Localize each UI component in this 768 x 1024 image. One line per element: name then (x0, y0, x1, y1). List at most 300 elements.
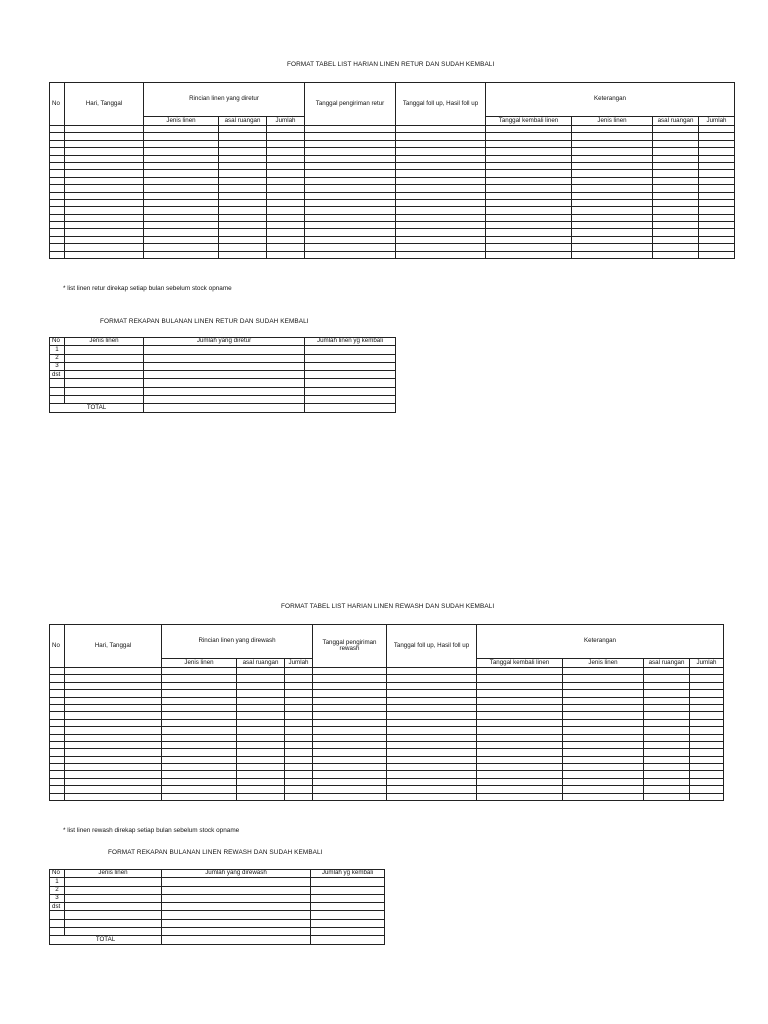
table-cell (144, 214, 219, 221)
table-row (50, 734, 724, 741)
table-cell (387, 697, 477, 704)
table-cell (387, 756, 477, 763)
table-cell (162, 793, 237, 800)
table-row (50, 199, 735, 206)
recap-retur-title: FORMAT REKAPAN BULANAN LINEN RETUR DAN SUDAH KEMBALI (100, 318, 309, 325)
table-cell (477, 764, 563, 771)
table-cell (50, 199, 65, 206)
table-cell (653, 236, 699, 243)
table-cell (219, 251, 267, 258)
table-row (50, 793, 724, 800)
table-cell (237, 675, 285, 682)
table-cell (486, 236, 572, 243)
table-cell (237, 690, 285, 697)
table-cell (267, 251, 305, 258)
table-row (50, 727, 724, 734)
sub-jenis2-header: Jenis linen (563, 659, 644, 668)
table-cell (653, 126, 699, 133)
table-cell (699, 133, 735, 140)
recap-cell (311, 911, 385, 919)
recap-cell (65, 371, 144, 379)
table-cell (285, 712, 313, 719)
table-cell (144, 140, 219, 147)
table-cell (267, 155, 305, 162)
table-cell (699, 214, 735, 221)
table-row (50, 185, 735, 192)
table-cell (563, 749, 644, 756)
table-cell (572, 185, 653, 192)
table-cell (396, 162, 486, 169)
sub-asal2-header: asal ruangan (653, 117, 699, 126)
table-cell (653, 192, 699, 199)
table-cell (644, 719, 690, 726)
table-cell (50, 229, 65, 236)
table-cell (285, 697, 313, 704)
table-cell (690, 697, 724, 704)
table-cell (267, 170, 305, 177)
table-cell (237, 668, 285, 675)
col-send-date-header: Tanggal pengiriman rewash (313, 625, 387, 668)
table-cell (690, 793, 724, 800)
table-cell (65, 199, 144, 206)
table-cell (65, 704, 162, 711)
table-cell (313, 704, 387, 711)
table-cell (285, 741, 313, 748)
recap-rewash-table (49, 869, 385, 945)
recap-col-no: No (50, 870, 65, 878)
table-cell (285, 756, 313, 763)
table-cell (563, 727, 644, 734)
table-cell (285, 668, 313, 675)
table-cell (162, 682, 237, 689)
table-cell (387, 771, 477, 778)
table-cell (162, 749, 237, 756)
table-cell (396, 251, 486, 258)
recap-cell (162, 894, 311, 902)
table-cell (699, 185, 735, 192)
table-cell (563, 668, 644, 675)
recap-row-number: 1 (50, 346, 65, 354)
recap-cell (65, 886, 162, 894)
recap-cell (50, 379, 65, 387)
table-row (50, 764, 724, 771)
table-cell (285, 771, 313, 778)
table-cell (50, 704, 65, 711)
table-cell (65, 719, 162, 726)
table-cell (144, 199, 219, 206)
table-cell (699, 126, 735, 133)
table-cell (162, 764, 237, 771)
table-cell (219, 229, 267, 236)
table-cell (653, 244, 699, 251)
table-cell (50, 771, 65, 778)
table-cell (65, 690, 162, 697)
table-cell (387, 682, 477, 689)
col-no-header: No (50, 83, 65, 126)
table-cell (644, 741, 690, 748)
table-cell (387, 727, 477, 734)
table-cell (50, 727, 65, 734)
col-followup-header: Tanggal foll up, Hasil foll up (387, 625, 477, 668)
table-cell (50, 185, 65, 192)
table-cell (653, 155, 699, 162)
table-cell (305, 236, 396, 243)
sub-asal-header: asal ruangan (219, 117, 267, 126)
recap-cell (305, 354, 396, 362)
table-cell (219, 207, 267, 214)
daily-retur-note: * list linen retur direkap setiap bulan sebelum stock opname (63, 285, 232, 292)
table-cell (219, 192, 267, 199)
table-cell (563, 741, 644, 748)
table-cell (144, 126, 219, 133)
table-cell (486, 133, 572, 140)
recap-row-number: 2 (50, 886, 65, 894)
table-cell (387, 712, 477, 719)
table-row (50, 690, 724, 697)
table-cell (653, 133, 699, 140)
recap-cell (162, 886, 311, 894)
table-cell (396, 170, 486, 177)
table-cell (285, 675, 313, 682)
table-cell (477, 704, 563, 711)
table-cell (313, 682, 387, 689)
table-cell (50, 207, 65, 214)
sub-jumlah2-header: Jumlah (690, 659, 724, 668)
daily-rewash-note: * list linen rewash direkap setiap bulan sebelum stock opname (63, 827, 240, 834)
table-cell (285, 749, 313, 756)
table-cell (572, 170, 653, 177)
table-row (50, 675, 724, 682)
table-cell (305, 185, 396, 192)
table-cell (267, 126, 305, 133)
table-cell (563, 793, 644, 800)
table-cell (50, 668, 65, 675)
table-row (50, 236, 735, 243)
table-cell (219, 133, 267, 140)
table-cell (653, 162, 699, 169)
recap-cell (144, 371, 305, 379)
table-cell (699, 229, 735, 236)
recap-row-number: dst (50, 903, 65, 911)
table-cell (644, 697, 690, 704)
table-cell (219, 185, 267, 192)
table-cell (486, 251, 572, 258)
table-row (50, 155, 735, 162)
sub-asal-header: asal ruangan (237, 659, 285, 668)
table-cell (653, 251, 699, 258)
table-cell (690, 712, 724, 719)
table-cell (690, 668, 724, 675)
recap-cell (65, 878, 162, 886)
table-cell (563, 734, 644, 741)
table-row (50, 682, 724, 689)
table-cell (50, 756, 65, 763)
recap-cell (65, 911, 162, 919)
table-cell (65, 229, 144, 236)
table-cell (572, 199, 653, 206)
recap-cell (162, 903, 311, 911)
table-cell (219, 126, 267, 133)
table-cell (237, 719, 285, 726)
table-cell (477, 786, 563, 793)
table-cell (237, 704, 285, 711)
table-cell (50, 214, 65, 221)
table-row (50, 251, 735, 258)
table-cell (313, 756, 387, 763)
table-cell (305, 177, 396, 184)
table-cell (690, 690, 724, 697)
table-cell (644, 756, 690, 763)
table-cell (396, 199, 486, 206)
table-cell (313, 675, 387, 682)
table-cell (65, 133, 144, 140)
table-cell (690, 719, 724, 726)
table-cell (690, 764, 724, 771)
table-cell (219, 140, 267, 147)
table-row (50, 741, 724, 748)
table-cell (387, 764, 477, 771)
table-row (50, 668, 724, 675)
table-cell (162, 675, 237, 682)
table-cell (477, 749, 563, 756)
table-row (50, 222, 735, 229)
table-cell (563, 704, 644, 711)
table-cell (387, 734, 477, 741)
table-cell (690, 749, 724, 756)
daily-retur-body (50, 126, 735, 259)
table-cell (219, 177, 267, 184)
table-cell (144, 229, 219, 236)
table-cell (387, 793, 477, 800)
table-row (50, 229, 735, 236)
recap-cell (144, 396, 305, 404)
table-cell (563, 756, 644, 763)
table-cell (396, 207, 486, 214)
recap-cell (144, 379, 305, 387)
table-cell (486, 229, 572, 236)
table-cell (313, 697, 387, 704)
table-cell (65, 155, 144, 162)
table-cell (50, 741, 65, 748)
table-cell (396, 148, 486, 155)
table-cell (313, 749, 387, 756)
recap-cell (305, 346, 396, 354)
table-cell (237, 727, 285, 734)
table-cell (486, 207, 572, 214)
table-cell (50, 682, 65, 689)
recap-col-jumlah: Jumlah yang direwash (162, 870, 311, 878)
group-notes-header: Keterangan (477, 625, 724, 659)
table-cell (486, 244, 572, 251)
table-cell (396, 185, 486, 192)
table-cell (644, 793, 690, 800)
table-cell (644, 704, 690, 711)
table-cell (477, 778, 563, 785)
table-cell (396, 126, 486, 133)
table-cell (313, 741, 387, 748)
table-cell (65, 126, 144, 133)
recap-cell (311, 928, 385, 936)
recap-cell (50, 911, 65, 919)
table-cell (396, 192, 486, 199)
table-cell (653, 177, 699, 184)
sub-asal2-header: asal ruangan (644, 659, 690, 668)
table-cell (144, 133, 219, 140)
table-cell (477, 771, 563, 778)
table-cell (237, 682, 285, 689)
table-cell (237, 712, 285, 719)
table-cell (65, 148, 144, 155)
daily-rewash-table (49, 624, 724, 801)
table-cell (313, 719, 387, 726)
recap-cell (65, 396, 144, 404)
table-cell (690, 756, 724, 763)
col-no-header: No (50, 625, 65, 668)
table-cell (144, 207, 219, 214)
recap-cell (50, 928, 65, 936)
table-cell (572, 251, 653, 258)
recap-col-no: No (50, 338, 65, 346)
table-cell (237, 734, 285, 741)
table-cell (690, 727, 724, 734)
table-cell (237, 771, 285, 778)
table-cell (690, 734, 724, 741)
table-cell (690, 741, 724, 748)
table-cell (50, 734, 65, 741)
table-cell (65, 741, 162, 748)
table-cell (50, 155, 65, 162)
table-cell (65, 251, 144, 258)
recap-cell (305, 387, 396, 395)
table-cell (50, 719, 65, 726)
table-cell (305, 222, 396, 229)
sub-jumlah2-header: Jumlah (699, 117, 735, 126)
table-cell (387, 741, 477, 748)
table-cell (486, 162, 572, 169)
table-cell (313, 764, 387, 771)
table-cell (396, 133, 486, 140)
recap-cell (311, 878, 385, 886)
table-cell (653, 214, 699, 221)
table-cell (313, 712, 387, 719)
table-cell (644, 690, 690, 697)
recap-cell (65, 894, 162, 902)
table-cell (572, 126, 653, 133)
table-cell (267, 244, 305, 251)
table-cell (267, 148, 305, 155)
group-detail-header: Rincian linen yang diretur (144, 83, 305, 117)
recap-cell (162, 878, 311, 886)
table-cell (50, 764, 65, 771)
recap-total-cell (311, 936, 385, 944)
table-cell (65, 162, 144, 169)
recap-total-cell (305, 404, 396, 412)
sub-jenis-header: Jenis linen (144, 117, 219, 126)
table-cell (572, 133, 653, 140)
table-cell (653, 140, 699, 147)
table-row (50, 778, 724, 785)
table-cell (162, 727, 237, 734)
recap-cell (144, 346, 305, 354)
table-cell (486, 214, 572, 221)
table-cell (313, 793, 387, 800)
table-cell (50, 236, 65, 243)
recap-cell (65, 379, 144, 387)
table-cell (50, 177, 65, 184)
recap-cell (144, 354, 305, 362)
table-cell (50, 222, 65, 229)
daily-retur-title: FORMAT TABEL LIST HARIAN LINEN RETUR DAN SUDAH KEMBALI (287, 61, 495, 68)
table-row (50, 148, 735, 155)
table-cell (387, 675, 477, 682)
table-cell (50, 690, 65, 697)
sub-jumlah-header: Jumlah (267, 117, 305, 126)
table-row (50, 719, 724, 726)
recap-cell (162, 911, 311, 919)
table-cell (563, 712, 644, 719)
table-cell (563, 786, 644, 793)
table-cell (653, 222, 699, 229)
group-detail-header: Rincian linen yang direwash (162, 625, 313, 659)
table-cell (644, 764, 690, 771)
table-cell (653, 199, 699, 206)
table-cell (699, 199, 735, 206)
table-cell (305, 162, 396, 169)
table-cell (387, 749, 477, 756)
table-cell (144, 177, 219, 184)
sub-jenis2-header: Jenis linen (572, 117, 653, 126)
table-cell (486, 185, 572, 192)
table-cell (396, 140, 486, 147)
table-cell (162, 719, 237, 726)
table-cell (162, 734, 237, 741)
table-cell (50, 793, 65, 800)
table-cell (313, 668, 387, 675)
table-cell (237, 778, 285, 785)
recap-cell (144, 362, 305, 370)
table-cell (486, 177, 572, 184)
table-cell (144, 185, 219, 192)
table-cell (144, 251, 219, 258)
table-cell (477, 741, 563, 748)
table-cell (267, 207, 305, 214)
table-cell (644, 668, 690, 675)
recap-cell (162, 928, 311, 936)
table-cell (65, 140, 144, 147)
table-cell (50, 244, 65, 251)
table-cell (305, 155, 396, 162)
recap-cell (65, 362, 144, 370)
table-cell (690, 675, 724, 682)
table-row (50, 207, 735, 214)
table-cell (65, 244, 144, 251)
table-cell (144, 192, 219, 199)
table-cell (65, 749, 162, 756)
table-cell (65, 214, 144, 221)
table-cell (285, 682, 313, 689)
table-cell (477, 668, 563, 675)
table-cell (699, 222, 735, 229)
table-cell (572, 148, 653, 155)
table-cell (219, 148, 267, 155)
table-cell (572, 140, 653, 147)
table-cell (65, 697, 162, 704)
table-cell (50, 126, 65, 133)
table-cell (477, 690, 563, 697)
table-cell (486, 155, 572, 162)
col-date-header: Hari, Tanggal (65, 83, 144, 126)
table-cell (285, 793, 313, 800)
